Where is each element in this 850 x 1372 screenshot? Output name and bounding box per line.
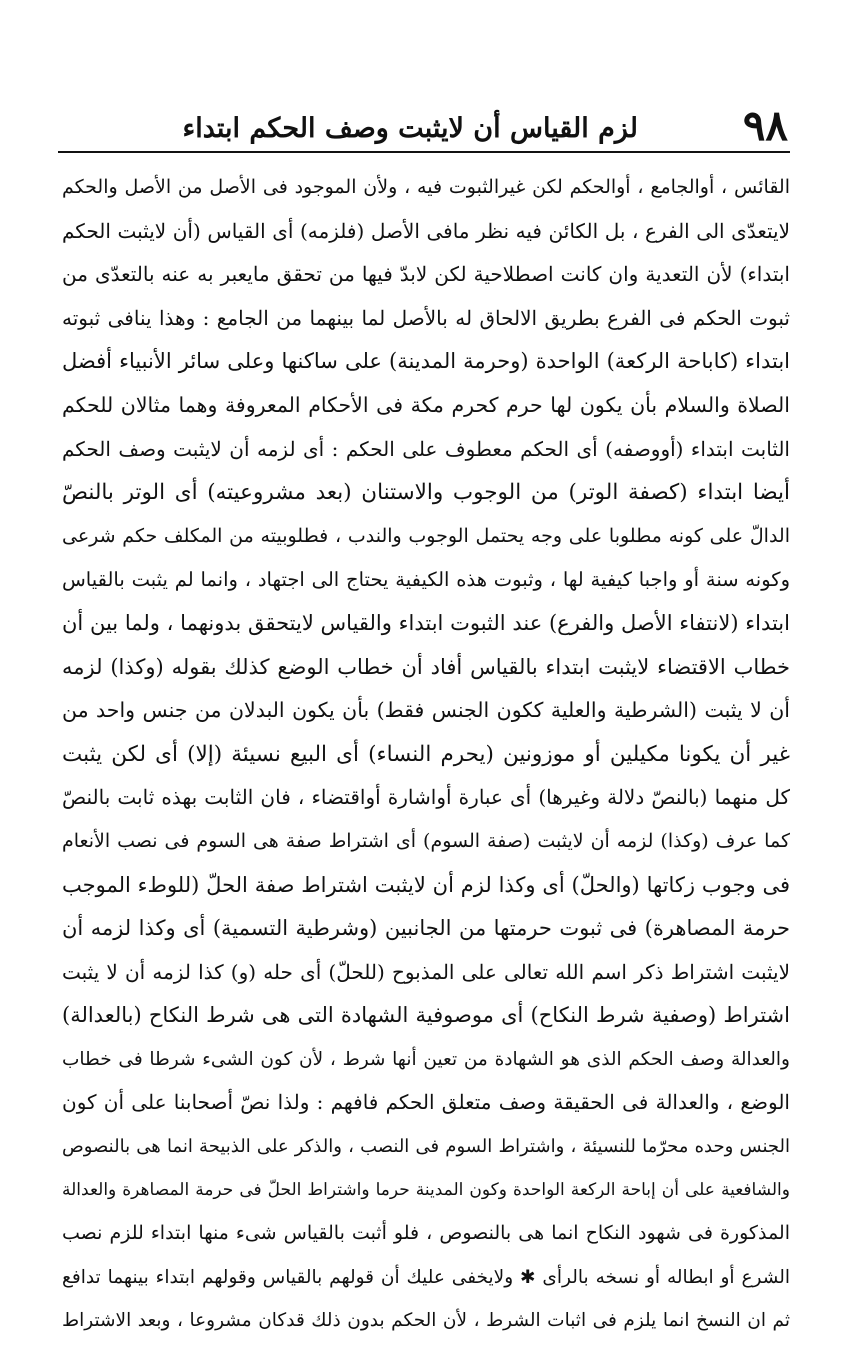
header-rule [58,151,790,153]
text-line: الجنس وحده محرّما للنسيئة ، واشتراط السوم فى النصب ، والذكر على الذبيحة انما هى بالنصوص [62,1136,790,1158]
running-title: لزم القياس أن لايثبت وصف الحكم ابتداء [182,113,638,144]
text-line: ابتداء (كاباحة الركعة) الواحدة (وحرمة المدينة) على ساكنها وعلى سائر الأنبياء أفضل [62,349,790,374]
text-line: اشتراط (وصفية شرط النكاح) أى موصوفية الشهادة التى هى شرط النكاح (بالعدالة) [62,1003,790,1028]
text-line: خطاب الاقتضاء لايثبت ابتداء بالقياس أفاد أن خطاب الوضع كذلك بقوله (وكذا) لزمه [62,654,790,679]
text-line: ثم ان النسخ انما يلزم فى اثبات الشرط ، لأن الحكم بدون ذلك قدكان مشروعا ، وبعد الاشتراط [62,1310,790,1332]
body-text [62,166,790,1343]
text-line: الوضع ، والعدالة فى الحقيقة وصف متعلق الحكم فافهم : ولذا نصّ أصحابنا على أن كون [62,1090,790,1115]
text-line: ثبوت الحكم فى الفرع بطريق الالحاق له بالأصل لما بينهما من الجامع : وهذا ينافى ثبوته [62,305,790,330]
text-line: الشرع أو ابطاله أو نسخه بالرأى ✱ ولايخفى عليك أن قولهم بالقياس وقولهم ابتداء بينهما تدافع [62,1266,790,1288]
text-line: أن لا يثبت (الشرطية والعلية ككون الجنس فقط) بأن يكون البدلان من جنس واحد من [62,698,790,723]
text-line: وكونه سنة أو واجبا كيفية لها ، وثبوت هذه الكيفية يحتاج الى اجتهاد ، وانما لم يثبت بالقياس [62,568,790,592]
text-line: ابتداء) لأن التعدية وان كانت اصطلاحية لكن لابدّ فيها من تحقق مايعبر به عنه بالتعدّى من [62,262,790,287]
text-line: كل منهما (بالنصّ دلالة وغيرها) أى عبارة أواشارة أواقتضاء ، فان الثابت بهذه ثابت بالنصّ [62,785,790,810]
text-line: كما عرف (وكذا) لزمه أن لايثبت (صفة السوم) أى اشتراط صفة هى السوم فى نصب الأنعام [62,829,790,852]
text-line: غير أن يكونا مكيلين أو موزونين (يحرم النساء) أى البيع نسيئة (إلا) أى لكن يثبت [62,741,790,767]
text-line: المذكورة فى شهود النكاح انما هى بالنصوص ، فلو أثبت بالقياس شىء منها ابتداء للزم نصب [62,1222,790,1245]
text-line: ابتداء (لانتفاء الأصل والفرع) عند الثبوت ابتداء والقياس لايتحقق بدونهما ، ولما بين أن [62,610,790,635]
text-line: أيضا ابتداء (كصفة الوتر) من الوجوب والاستنان (بعد مشروعيته) أى الوتر بالنصّ [62,480,790,506]
text-line: الدالّ على كونه مطلوبا على وجه يحتمل الوجوب والندب ، فطلوبيته من المكلف حكم شرعى [62,524,790,547]
text-line: والعدالة وصف الحكم الذى هو الشهادة من تعين أنها شرط ، لأن كون الشىء شرطا فى خطاب [62,1048,790,1070]
text-line: الثابت ابتداء (أووصفه) أى الحكم معطوف على الحكم : أى لزمه أن لايثبت وصف الحكم [62,436,790,461]
text-line: والشافعية على أن إباحة الركعة الواحدة وكون المدينة حرما واشتراط الحلّ فى حرمة المصاهرة والعدالة [62,1179,790,1200]
text-line: لايتعدّى الى الفرع ، بل الكائن فيه نظر مافى الأصل (فلزمه) أى القياس (أن لايثبت الحكم [62,218,790,243]
text-line: فى وجوب زكاتها (والحلّ) أى وكذا لزم أن لايثبت اشتراط صفة الحلّ (للوطء الموجب [62,872,790,897]
text-line: القائس ، أوالجامع ، أوالحكم لكن غيرالثبوت فيه ، ولأن الموجود فى الأصل من الأصل والحكم [62,176,790,198]
page-header [60,101,788,150]
text-line: لايثبت اشتراط ذكر اسم الله تعالى على المذبوح (للحلّ) أى حله (و) كذا لزمه أن لا يثبت [62,959,790,984]
page-number: ٩٨ [742,101,788,150]
text-line: حرمة المصاهرة) فى ثبوت حرمتها من الجانبين (وشرطية التسمية) أى وكذا لزمه أن [62,916,790,941]
text-line: الصلاة والسلام بأن يكون لها حرم كحرم مكة فى الأحكام المعروفة وهما مثالان للحكم [62,392,790,417]
